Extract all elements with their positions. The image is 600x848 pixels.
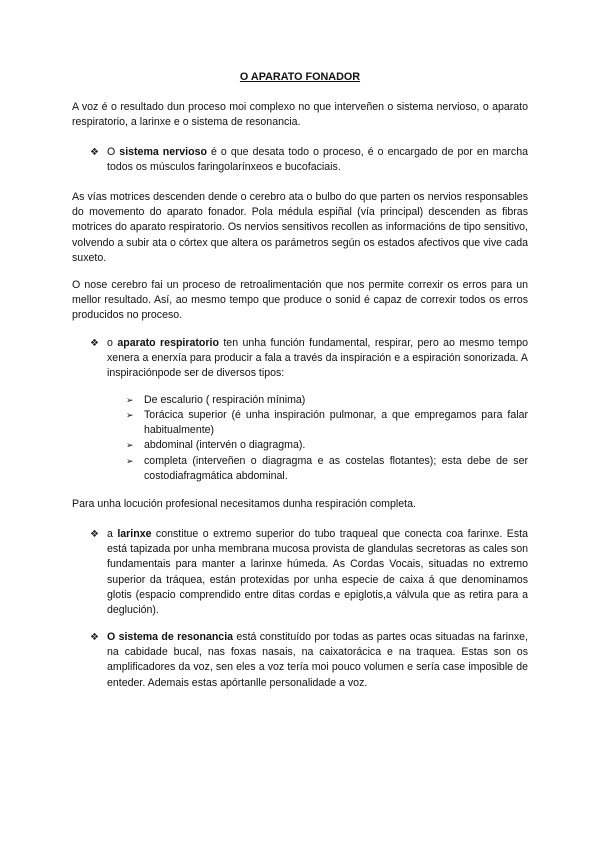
respiration-type-item: ➢ abdominal (intervén o diagragma).	[126, 438, 528, 453]
arrow-bullet-icon: ➢	[126, 440, 134, 450]
respiration-type-item: ➢ completa (interveñen o diagragma e as costelas flotantes); esta debe de ser costodiafragmática abdominal.	[126, 455, 528, 483]
arrow-bullet-icon: ➢	[126, 410, 134, 420]
term-sistema-resonancia: O sistema de resonancia	[107, 631, 234, 643]
retroalimentacion-paragraph: O nose cerebro fai un proceso de retroalimentación que nos permite correxir os erros para un mellor resultado. Así, ao mesmo tempo que produce o sonid é capaz de correxir todos os erros producidos no proceso.	[72, 279, 528, 322]
term-larinxe: larinxe	[117, 528, 152, 540]
term-aparato-respiratorio: aparato respiratorio	[117, 337, 219, 349]
diamond-bullet-icon: ❖	[90, 529, 99, 540]
bullet-text: a larinxe constitue o extremo superior do tubo traqueal que conecta coa farinxe. Esta está tapizada por unha membrana mucosa provista de glandulas secretoras as cales son fundamentais para manter a larinxe húmeda. As Cordas Vocais, situadas no extremo superior da tráquea, están protexidas por unha especie de caixa á que denominamos glotis (espacio comprendido entre ditas cordas e epiglotis,a válvula que as retira para a deglución).	[107, 528, 528, 617]
arrow-bullet-icon: ➢	[126, 395, 134, 405]
bullet-aparato-respiratorio	[90, 336, 528, 382]
respiration-type-item: ➢ De escalurio ( respiración mínima)	[126, 393, 528, 408]
bullet-text: O sistema nervioso é o que desata todo o proceso, é o encargado de por en marcha todos os músculos faringolarínxeos e bucofaciais.	[107, 146, 529, 174]
respiration-type-item: ➢ Torácica superior (é unha inspiración pulmonar, a que empregamos para falar habitualmente)	[126, 409, 528, 437]
bullet-text: O sistema de resonancia está constituído por todas as partes ocas situadas na farinxe, na cabidade bucal, nas foxas nasais, na caixatorácica e na traquea. Estas son os amplificadores da voz, sen eles a voz tería moi pouco volumen e sería case imposible de enteder. Ademais estas apórtanlle personalidade a voz.	[107, 631, 528, 689]
bullet-text: o aparato respiratorio ten unha función fundamental, respirar, pero ao mesmo tempo xenera a enerxía para producir a fala a través da inspiración e a espiración sonorizada. A inspiraciónpode ser de diversos tipos:	[107, 337, 528, 380]
term-sistema-nervioso: sistema nervioso	[119, 146, 207, 158]
arrow-bullet-icon: ➢	[126, 456, 134, 466]
bullet-sistema-nervioso	[90, 145, 528, 175]
locucion-paragraph: Para unha locución profesional necesitamos dunha respiración completa.	[72, 498, 416, 510]
vias-motrices-paragraph: As vías motrices descenden dende o cerebro ata o bulbo do que parten os nervios responsables do movemento do aparato fonador. Pola médula espiñal (vía principal) descenden as fibras motrices do aparato respiratorio. Os nervios sensitivos recollen as informacións de tipo sensitivo, volvendo a subir ata o córtex que altera os parámetros según os estados afectivos que vive cada suxeto.	[72, 191, 528, 264]
diamond-bullet-icon: ❖	[90, 147, 99, 158]
bullet-larinxe	[90, 527, 528, 618]
page-title: O APARATO FONADOR	[239, 71, 361, 83]
intro-paragraph: A voz é o resultado dun proceso moi complexo no que interveñen o sistema nervioso, o aparato respiratorio, a larinxe e o sistema de resonancia.	[72, 101, 528, 129]
diamond-bullet-icon: ❖	[90, 338, 99, 349]
diamond-bullet-icon: ❖	[90, 632, 99, 643]
bullet-sistema-resonancia	[90, 630, 528, 691]
